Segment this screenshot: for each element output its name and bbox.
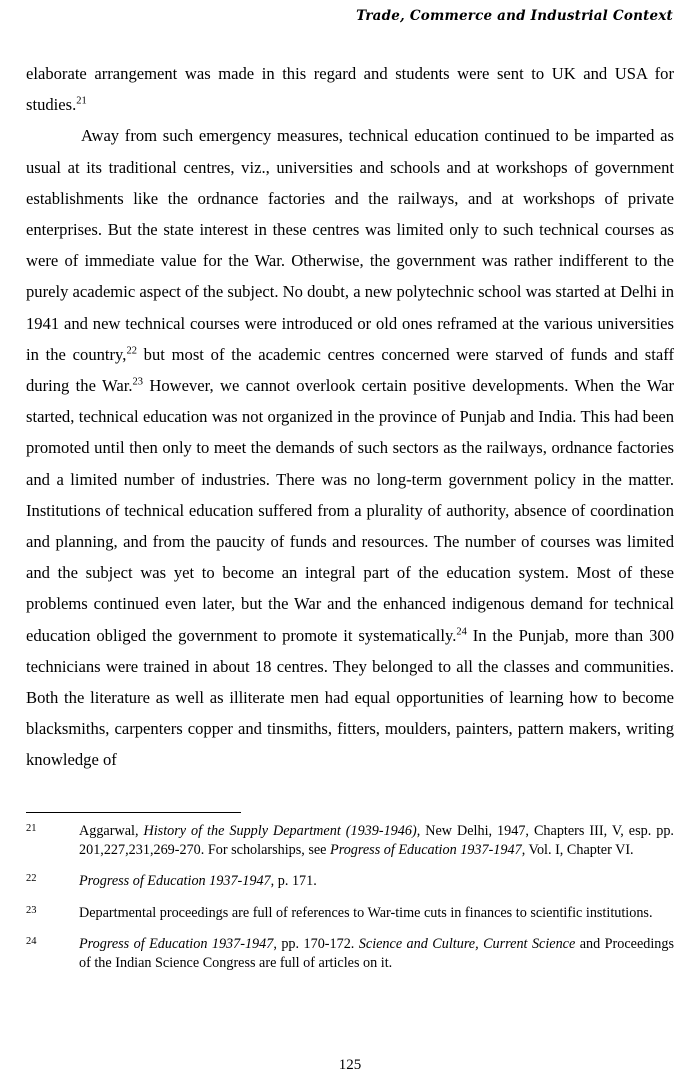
footnote-item <box>26 935 674 973</box>
footnote-run: , pp. 170-172. <box>273 935 359 952</box>
footnote-text <box>79 872 674 891</box>
footnote-run: , New Delhi, 1947, Chapters III, V, esp. pp. 201,227,231,269-270. For scholarships, see <box>79 823 674 859</box>
footnote-separator-rule <box>26 812 241 813</box>
footnote-text <box>79 822 674 860</box>
paragraph-2-segment-1: Away from such emergency measures, technical education continued to be imparted as usual at its traditional centres, viz., universities and schools and at workshops of government establishments like the ordnance factories and the railways, and at workshops of private enterprises. But the state interest in these centres was limited only to such technical courses as were of immediate value for the War. Otherwise, the government was rather indifferent to the purely academic aspect of the subject. No doubt, a new polytechnic school was started at Delhi in 1941 and new technical courses were introduced or old ones reframed at the various universities in the country, <box>26 126 674 364</box>
footnote-run: and Proceedings of the Indian Science Congress are full of articles on it. <box>79 935 674 972</box>
footnote-title-italic: Progress of Education 1937-1947 <box>79 873 271 890</box>
footnote-item <box>26 904 674 923</box>
body-text-block <box>26 58 674 776</box>
footnote-number[interactable]: 23 <box>26 904 37 916</box>
paragraph-continued <box>26 58 674 120</box>
footnote-item <box>26 822 674 860</box>
footnote-section <box>26 812 674 973</box>
footnote-item <box>26 872 674 891</box>
footnote-number[interactable]: 22 <box>26 873 37 885</box>
paragraph-2-segment-2: but most of the academic centres concerned were starved of funds and staff during the War. <box>26 344 674 396</box>
paragraph-main <box>26 120 674 775</box>
footnote-run: Departmental proceedings are full of references to War-time cuts in finances to scientific institutions. <box>79 904 653 921</box>
paragraph-1-text: elaborate arrangement was made in this regard and students were sent to UK and USA for studies. <box>26 64 674 115</box>
footnote-list <box>26 822 674 973</box>
footnote-marker-21[interactable]: 21 <box>76 95 87 107</box>
footnote-run: , Vol. I, Chapter VI. <box>521 842 634 859</box>
page-number: 125 <box>338 1057 362 1073</box>
footnote-marker-24[interactable]: 24 <box>456 626 467 638</box>
footnote-title-italic: Progress of Education 1937-1947 <box>79 935 274 952</box>
footnote-number[interactable]: 21 <box>26 823 37 834</box>
footnote-title-italic: Progress of Education 1937-1947 <box>330 842 522 859</box>
footnote-text <box>79 935 674 973</box>
footnote-title-italic: Science and Culture, Current Science <box>358 935 576 952</box>
paragraph-2-segment-3: However, we cannot overlook certain positive developments. When the War started, technical education was not organized in the province of Punjab and India. This had been promoted until then only to meet the demands of such sectors as the railways, ordnance factories and a limited number of industries. There was no long-term government policy in the matter. Institutions of technical education suffered from a plurality of authority, absence of coordination and planning, and from the paucity of funds and resources. The number of courses was limited and the subject was yet to become an integral part of the education system. Most of these problems continued even later, but the War and the enhanced indigenous demand for technical education obliged the government to promote it systematically. <box>26 376 674 645</box>
footnote-number[interactable]: 24 <box>26 935 37 947</box>
paragraph-2-segment-4: In the Punjab, more than 300 technicians were trained in about 18 centres. They belonged to all the classes and communities. Both the literature as well as illiterate men had equal opportunities of learning how to become blacksmiths, carpenters copper and tinsmiths, fitters, moulders, painters, pattern makers, writing knowledge of <box>26 625 674 770</box>
running-head: Trade, Commerce and Industrial Context <box>356 8 673 24</box>
footnote-title-italic: History of the Supply Department (1939-1946) <box>143 823 417 839</box>
footnote-text <box>79 904 674 923</box>
footnote-marker-22[interactable]: 22 <box>126 345 137 357</box>
footnote-run: , p. 171. <box>270 873 317 890</box>
footnote-run: Aggarwal, <box>79 823 144 839</box>
footnote-marker-23[interactable]: 23 <box>132 376 143 388</box>
